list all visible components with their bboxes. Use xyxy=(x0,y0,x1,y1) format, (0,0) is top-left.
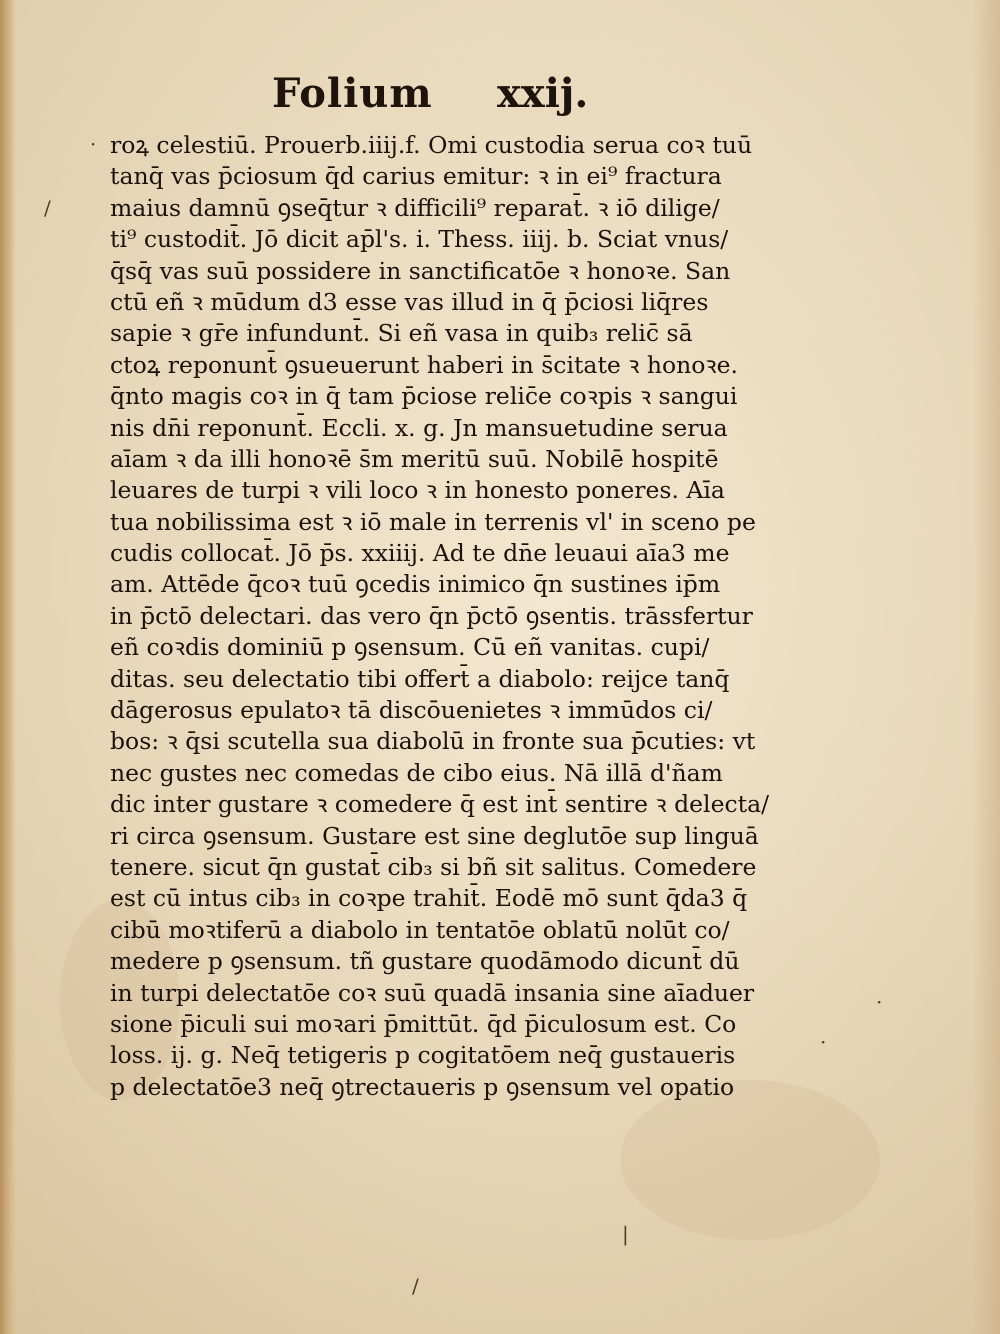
page-header xyxy=(272,68,592,124)
text-line: in turpi delectatōe coꝛ suū quadā insania sine aīaduer xyxy=(110,978,755,1007)
text-line: aīam ꝛ da illi honoꝛē s̄m meritū suū. Nobilē hospitē xyxy=(110,444,719,473)
text-line: sione p̄iculi sui moꝛari p̄mittūt. q̄d p̄iculosum est. Co xyxy=(110,1009,737,1038)
margin-mark: · xyxy=(820,1030,827,1054)
text-line: est cū intus cib₃ in coꝛpe trahit̄. Eodē mō sunt q̄da3 q̄ xyxy=(110,884,748,913)
text-line: tanq̄ vas p̄ciosum q̄d carius emitur: ꝛ in ei⁹ fractura xyxy=(110,162,722,191)
text-line: q̄nto magis coꝛ in q̄ tam p̄ciose relic̄e coꝛpis ꝛ sangui xyxy=(110,382,738,411)
margin-mark: | xyxy=(622,1222,629,1246)
text-line: tenere. sicut q̄n gustat̄ cib₃ si bñ sit salitus. Comedere xyxy=(110,852,757,881)
text-line: nis dn̄i reponunt̄. Eccli. x. g. Jn mansuetudine serua xyxy=(110,413,728,442)
text-line: maius damnū ꝯseq̄tur ꝛ difficili⁹ reparat̄. ꝛ iō dilige/ xyxy=(110,193,720,222)
folium-number: xxij. xyxy=(497,70,589,117)
margin-mark: · xyxy=(876,990,883,1014)
text-line: tua nobilissima est ꝛ iō male in terrenis vl' in sceno pe xyxy=(110,507,756,536)
margin-mark: / xyxy=(44,196,51,220)
text-line: ctoꝝ reponunt̄ ꝯsueuerunt haberi in s̄citate ꝛ honoꝛe. xyxy=(110,350,738,379)
text-line: bos: ꝛ q̄si scutella sua diabolū in fronte sua p̄cuties: vt xyxy=(110,727,756,756)
text-line: in p̄ctō delectari. das vero q̄n p̄ctō ꝯsentis. trāssfertur xyxy=(110,601,753,630)
text-line: roꝝ celestiū. Prouerb.iiij.f. Omi custodia serua coꝛ tuū xyxy=(110,131,753,159)
text-line: leuares de turpi ꝛ vili loco ꝛ in honesto poneres. Aīa xyxy=(110,476,725,505)
text-line: cibū moꝛtiferū a diabolo in tentatōe oblatū nolūt co/ xyxy=(110,915,730,944)
body-text xyxy=(110,130,770,1103)
margin-mark: · xyxy=(90,132,97,156)
margin-mark: / xyxy=(412,1274,419,1298)
text-line: ctū eñ ꝛ mūdum d3 esse vas illud in q̄ p̄ciosi liq̄res xyxy=(110,287,709,316)
text-line: dic inter gustare ꝛ comedere q̄ est int̄ sentire ꝛ delecta/ xyxy=(110,790,770,819)
text-line: ditas. seu delectatio tibi offert̄ a diabolo: reijce tanq̄ xyxy=(110,664,730,693)
text-line: eñ coꝛdis dominiū p ꝯsensum. Cū eñ vanitas. cupi/ xyxy=(110,633,710,662)
binding-shadow xyxy=(0,0,16,1334)
text-line: p delectatōe3 neq̄ ꝯtrectaueris p ꝯsensum vel opatio xyxy=(110,1072,735,1101)
text-line: q̄sq̄ vas suū possidere in sanctificatōe ꝛ honoꝛe. San xyxy=(110,256,731,285)
page-edge-shadow xyxy=(972,0,1000,1334)
text-line: medere p ꝯsensum. tñ gustare quodāmodo dicunt̄ dū xyxy=(110,947,740,976)
text-line: nec gustes nec comedas de cibo eius. Nā illā d'ñam xyxy=(110,758,723,787)
text-line: ti⁹ custodit̄. Jō dicit ap̄l's. i. Thess. iiij. b. Sciat vnus/ xyxy=(110,225,729,254)
text-line: dāgerosus epulatoꝛ tā discōuenietes ꝛ immūdos ci/ xyxy=(110,696,713,725)
paper-stain xyxy=(620,1080,880,1240)
folium-label: Folium xyxy=(272,70,433,117)
text-line: sapie ꝛ gr̄e infundunt̄. Si eñ vasa in quib₃ relic̄ sā xyxy=(110,319,693,348)
text-line: cudis collocat̄. Jō p̄s. xxiiij. Ad te dn̄e leuaui aīa3 me xyxy=(110,539,730,568)
text-line: ri circa ꝯsensum. Gustare est sine deglutōe sup linguā xyxy=(110,821,759,850)
text-line: am. Attēde q̄coꝛ tuū ꝯcedis inimico q̄n sustines ip̄m xyxy=(110,570,721,599)
text-line: loss. ij. g. Neq̄ tetigeris p cogitatōem neq̄ gustaueris xyxy=(110,1041,736,1070)
